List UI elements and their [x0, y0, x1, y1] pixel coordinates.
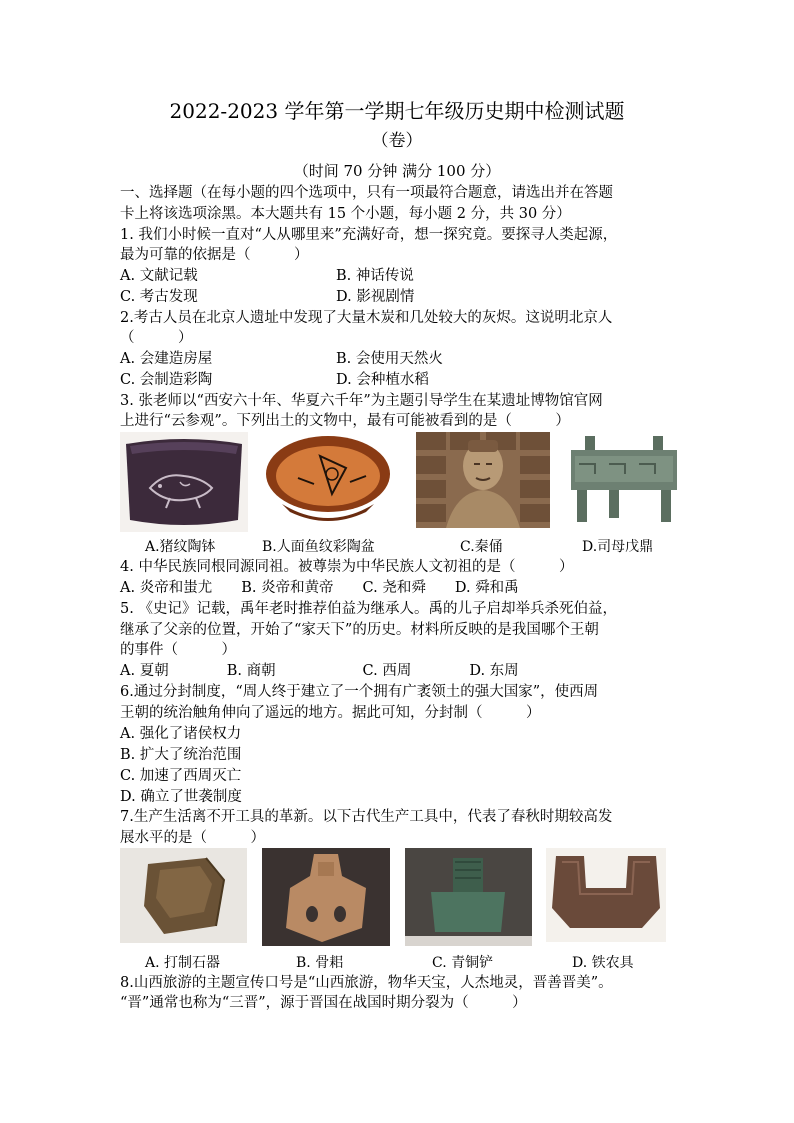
q2-option-c[interactable]: C. 会制造彩陶: [120, 372, 213, 388]
q7-caption-a[interactable]: A. 打制石器: [145, 955, 221, 971]
bone-spade-image: [262, 848, 390, 946]
q1-option-b[interactable]: B. 神话传说: [336, 268, 414, 284]
q2-option-d[interactable]: D. 会种植水稻: [336, 372, 429, 388]
iron-farm-tool-image: [546, 848, 666, 942]
painted-pottery-basin-image: [262, 434, 394, 532]
q6-option-b[interactable]: B. 扩大了统治范围: [120, 747, 242, 763]
q8-stem-line1: 8.山西旅游的主题宣传口号是“山西旅游，物华天宝，人杰地灵，晋善晋美”。: [120, 975, 613, 991]
q4-options[interactable]: A. 炎帝和蚩尤 B. 炎帝和黄帝 C. 尧和舜 D. 舜和禹: [120, 580, 519, 596]
q7-stem-line1: 7.生产生活离不开工具的革新。以下古代生产工具中，代表了春秋时期较高发: [120, 809, 613, 825]
q5-stem-line3: 的事件（ ）: [120, 642, 236, 658]
time-note: （时间 70 分钟 满分 100 分）: [293, 162, 501, 180]
q1-stem-line1: 1. 我们小时候一直对“人从哪里来”充满好奇，想一探究竟。要探寻人类起源，: [120, 227, 618, 243]
q6-stem-line1: 6.通过分封制度，“周人终于建立了一个拥有广袤领土的强大国家”，使西周: [120, 684, 599, 700]
pig-pattern-pottery-image: [120, 432, 248, 532]
q4-stem: 4. 中华民族同根同源同祖。被尊崇为中华民族人文初祖的是（ ）: [120, 559, 574, 575]
q1-option-c[interactable]: C. 考古发现: [120, 289, 198, 305]
q3-stem-line1: 3. 张老师以“西安六十年、华夏六千年”为主题引导学生在某遗址博物馆官网: [120, 393, 603, 409]
section-instruction-line2: 卡上将该选项涂黑。本大题共有 15 个小题，每小题 2 分，共 30 分）: [120, 206, 571, 222]
q7-caption-b[interactable]: B. 骨耜: [296, 955, 344, 971]
q7-stem-line2: 展水平的是（ ）: [120, 830, 265, 846]
q5-options[interactable]: A. 夏朝 B. 商朝 C. 西周 D. 东周: [120, 663, 519, 679]
terracotta-warrior-image: [416, 432, 550, 528]
simuwu-ding-image: [565, 434, 683, 526]
q7-caption-d[interactable]: D. 铁农具: [572, 955, 634, 971]
q5-stem-line2: 继承了父亲的位置，开始了“家天下”的历史。材料所反映的是我国哪个王朝: [120, 622, 599, 638]
q8-stem-line2: “晋”通常也称为“三晋”，源于晋国在战国时期分裂为（ ）: [120, 995, 527, 1011]
q6-option-c[interactable]: C. 加速了西周灭亡: [120, 768, 242, 784]
q3-caption-d[interactable]: D.司母戊鼎: [582, 539, 654, 555]
q3-stem-line2: 上进行“云参观”。下列出土的文物中，最有可能被看到的是（ ）: [120, 413, 570, 429]
q6-option-a[interactable]: A. 强化了诸侯权力: [120, 726, 242, 742]
bronze-shovel-image: [405, 848, 532, 946]
q6-stem-line2: 王朝的统治触角伸向了遥远的地方。据此可知，分封制（ ）: [120, 705, 541, 721]
exam-title: 2022-2023 学年第一学期七年级历史期中检测试题: [169, 99, 625, 123]
q7-caption-c[interactable]: C. 青铜铲: [432, 955, 494, 971]
q2-option-b[interactable]: B. 会使用天然火: [336, 351, 443, 367]
q1-stem-line2: 最为可靠的依据是（ ）: [120, 247, 309, 263]
q1-option-a[interactable]: A. 文献记载: [120, 268, 198, 284]
q3-caption-a[interactable]: A.猪纹陶钵: [145, 539, 216, 555]
q2-option-a[interactable]: A. 会建造房屋: [120, 351, 213, 367]
q6-option-d[interactable]: D. 确立了世袭制度: [120, 789, 242, 805]
chipped-stone-tool-image: [120, 848, 247, 943]
section-instruction-line1: 一、选择题（在每小题的四个选项中，只有一项最符合题意，请选出并在答题: [120, 185, 613, 201]
exam-subtitle: （卷）: [371, 131, 423, 151]
q5-stem-line1: 5. 《史记》记载，禹年老时推荐伯益为继承人。禹的儿子启却举兵杀死伯益，: [120, 601, 617, 617]
q3-caption-c[interactable]: C.秦俑: [460, 539, 503, 555]
q2-stem-line1: 2.考古人员在北京人遗址中发现了大量木炭和几处较大的灰烬。这说明北京人: [120, 310, 613, 326]
q1-option-d[interactable]: D. 影视剧情: [336, 289, 415, 305]
q2-stem-line2: （ ）: [120, 330, 193, 346]
q3-caption-b[interactable]: B.人面鱼纹彩陶盆: [262, 539, 375, 555]
